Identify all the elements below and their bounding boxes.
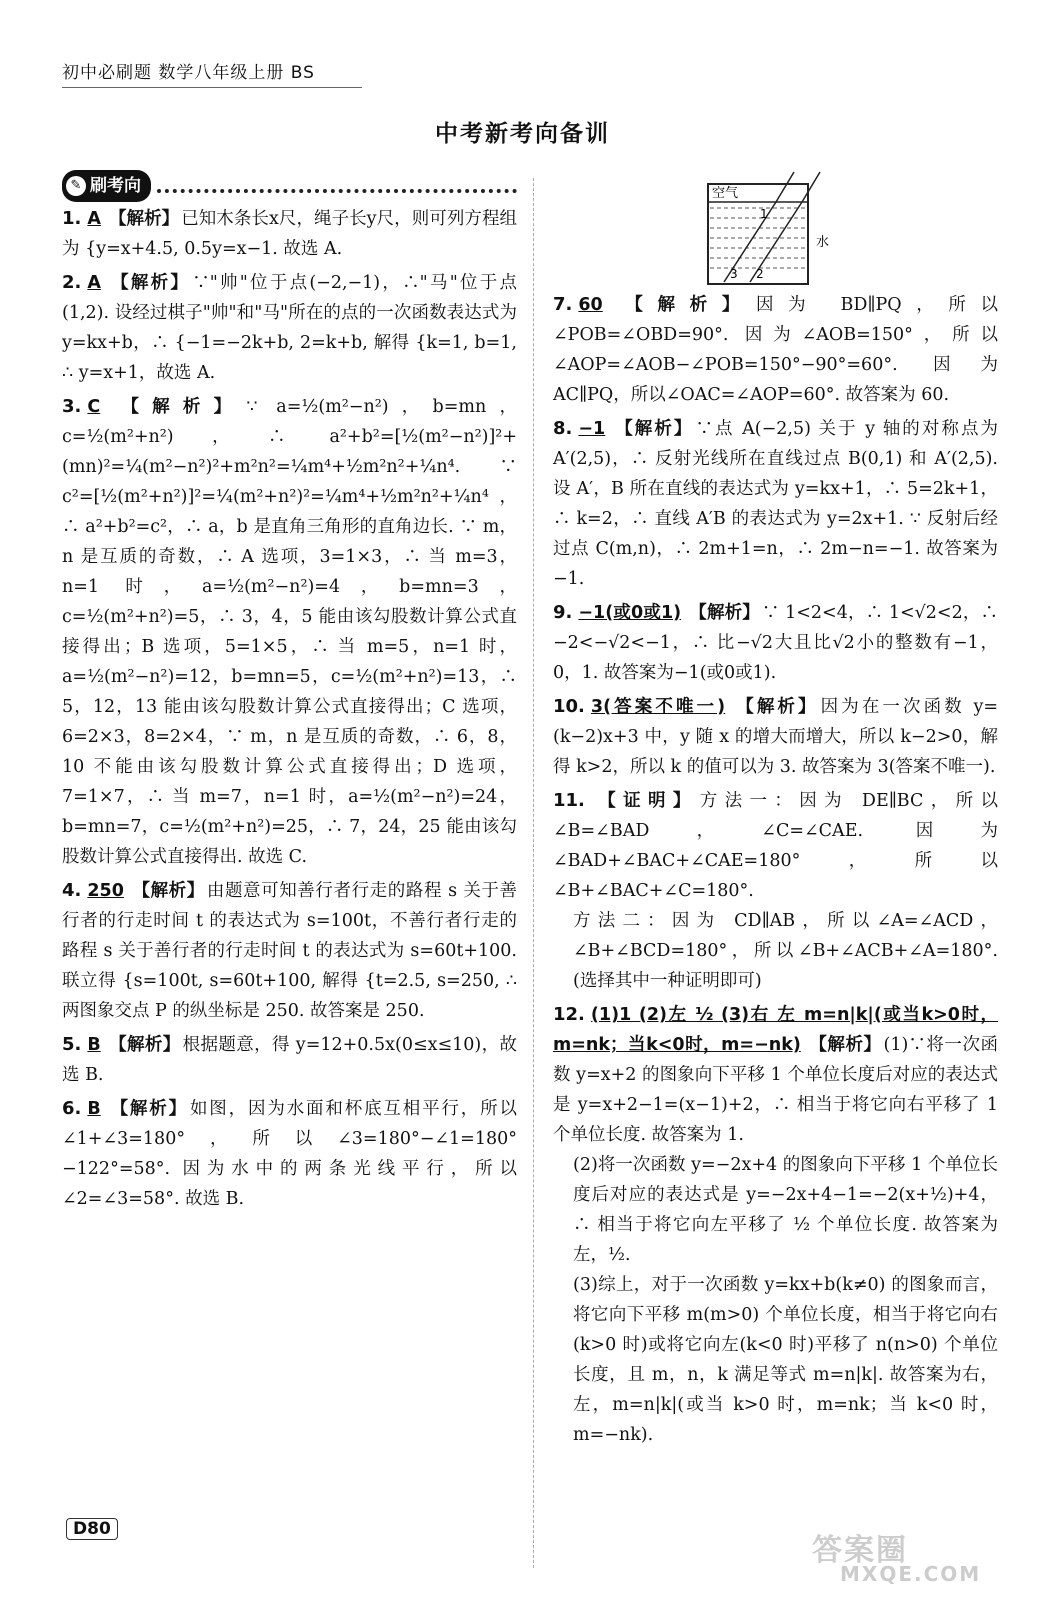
item-label: 【解析】 xyxy=(808,1035,882,1055)
page-number: D80 xyxy=(66,1518,118,1540)
item-text: 方法一：因为 DE∥BC，所以∠B=∠BAD，∠C=∠CAE. 因为∠BAD+∠BAC+∠CAE=180°，所以∠B+∠BAC+∠C=180°. xyxy=(553,791,998,901)
answer-item-6 xyxy=(62,1094,517,1214)
item-text: 根据题意，得 y=12+0.5x(0≤x≤10)，故选 B. xyxy=(62,1035,517,1085)
item-number: 6. xyxy=(62,1098,82,1119)
watermark: 答案圈 xyxy=(812,1533,908,1568)
column-divider xyxy=(533,178,534,1568)
item-text: (1)∵将一次函数 y=x+2 的图象向下平移 1 个单位长度后对应的表达式是 y=x+2−1=(x−1)+2，∴ 相当于将它向右平移了 1 个单位长度. 故答案为 1. xyxy=(553,1035,998,1145)
pencil-icon: ✎ xyxy=(66,176,86,196)
item-answer: C xyxy=(87,397,101,417)
item-text-2: 方法二：因为 CD∥AB，所以∠A=∠ACD，∠B+∠BCD=180°，所以∠B+∠ACB+∠A=180°. (选择其中一种证明即可) xyxy=(573,911,998,991)
item-text: ∵ 1<2<4，∴ 1<√2<2，∴ −2<−√2<−1，∴ 比−√2大且比√2小的整数有−1，0，1. 故答案为−1(或0或1). xyxy=(553,603,998,683)
item-number: 10. xyxy=(553,696,585,717)
refraction-diagram xyxy=(700,170,840,288)
light-ray-1-air xyxy=(776,172,794,202)
item-answer: B xyxy=(87,1099,101,1119)
answer-item-7 xyxy=(553,290,998,410)
item-number: 5. xyxy=(62,1034,82,1055)
item-text: 由题意可知善行者行走的路程 s 关于善行者的行走时间 t 的表达式为 s=100t，不善行者行走的路程 s 关于善行者的行走时间 t 的表达式为 s=60t+100. 联立得 {s=100t, s=60t+100, 解得 {t=2.5, s=250, ∴ 两图象交点 P 的纵坐标是 250. 故答案是 250. xyxy=(62,881,517,1021)
item-answer: B xyxy=(87,1035,101,1055)
item-text: 因为 BD∥PQ，所以∠POB=∠OBD=90°. 因为∠AOB=150°，所以∠AOP=∠AOB−∠POB=150°−90°=60°. 因为 AC∥PQ，所以∠OAC=∠AOP=60°. 故答案为 60. xyxy=(553,295,998,405)
item-label: 【解析】 xyxy=(108,273,191,293)
item-answer: −1 xyxy=(578,419,606,439)
answer-item-9 xyxy=(553,598,998,688)
answer-item-8 xyxy=(553,414,998,594)
item-answer: A xyxy=(87,273,101,293)
item-answer: 3(答案不唯一) xyxy=(590,697,726,717)
item-number: 3. xyxy=(62,396,82,417)
item-text: ∵点 A(−2,5) 关于 y 轴的对称点为 A′(2,5)，∴ 反射光线所在直线过点 B(0,1) 和 A′(2,5). 设 A′，B 所在直线的表达式为 y=kx+1，∴ 5=2k+1，∴ k=2，∴ 直线 A′B 的表达式为 y=2x+1. ∵ 反射后经过点 C(m,n)，∴ 2m+1=n，∴ 2m−n=−1. 故答案为−1. xyxy=(553,419,998,589)
right-column xyxy=(553,290,998,1454)
item-text: 因为在一次函数 y=(k−2)x+3 中，y 随 x 的增大而增大，所以 k−2>0，解得 k>2，所以 k 的值可以为 3. 故答案为 3(答案不唯一). xyxy=(553,697,998,777)
angle-1: 1 xyxy=(760,207,768,221)
answer-item-5 xyxy=(62,1030,517,1090)
answer-item-12 xyxy=(553,1000,998,1450)
section-tag xyxy=(62,170,517,202)
item-label: 【解析】 xyxy=(108,209,180,229)
item-label: 【解析】 xyxy=(613,419,694,439)
item-text-2: (2)将一次函数 y=−2x+4 的图象向下平移 1 个单位长度后对应的表达式是 y=−2x+4−1=−2(x+½)+4，∴ 相当于将它向左平移了 ½ 个单位长度. 故答案为左，½. xyxy=(573,1155,998,1265)
light-ray-2-air xyxy=(802,172,820,202)
answer-item-2 xyxy=(62,268,517,388)
answer-item-4 xyxy=(62,876,517,1026)
item-number: 8. xyxy=(553,418,573,439)
item-answer: 250 xyxy=(87,881,124,901)
item-label: 【解析】 xyxy=(108,1035,181,1055)
item-answer: (1)1 (2)左 ½ (3)右 左 m=n|k|(或当k>0时，m=nk；当k<0时，m=−nk) xyxy=(553,1005,998,1055)
item-text: 已知木条长x尺，绳子长y尺，则可列方程组为 {y=x+4.5, 0.5y=x−1. 故选 A. xyxy=(62,209,517,259)
item-number: 7. xyxy=(553,294,573,315)
label-water: 水 xyxy=(816,235,830,250)
angle-2: 2 xyxy=(756,267,764,281)
left-column xyxy=(62,170,517,1218)
item-number: 11. xyxy=(553,790,585,811)
item-number: 9. xyxy=(553,602,573,623)
item-label: 【解析】 xyxy=(733,697,819,717)
angle-3: 3 xyxy=(730,267,738,281)
item-label: 【解析】 xyxy=(108,1099,188,1119)
watermark-url: MXQE.COM xyxy=(840,1562,982,1586)
item-answer: 60 xyxy=(578,295,603,315)
answer-item-10 xyxy=(553,692,998,782)
item-label: 【证明】 xyxy=(590,791,698,811)
item-number: 1. xyxy=(62,208,82,229)
section-dots xyxy=(157,179,517,193)
answer-item-1 xyxy=(62,204,517,264)
item-answer: A xyxy=(87,209,101,229)
item-text: ∵ a=½(m²−n²)，b=mn，c=½(m²+n²)，∴ a²+b²=[½(m²−n²)]²+(mn)²=¼(m²−n²)²+m²n²=¼m⁴+½m²n²+¼n⁴. ∵ c²=[½(m²+n²)]²=¼(m²+n²)²=¼m⁴+½m²n²+¼n⁴，∴ a²+b²=c²，∴ a，b 是直角三角形的直角边长. ∵ m，n 是互质的奇数，∴ A 选项，3=1×3，∴ 当 m=3，n=1 时，a=½(m²−n²)=4，b=mn=3，c=½(m²+n²)=5，∴ 3，4，5 能由该勾股数计算公式直接得出；B 选项，5=1×5，∴ 当 m=5，n=1 时，a=½(m²−n²)=12，b=mn=5，c=½(m²+n²)=13，∴ 5，12，13 能由该勾股数计算公式直接得出；C 选项，6=2×3，8=2×4，∵ m，n 是互质的奇数，∴ 6，8，10 不能由该勾股数计算公式直接得出；D 选项，7=1×7，∴ 当 m=7，n=1 时，a=½(m²−n²)=24，b=mn=7，c=½(m²+n²)=25，∴ 7，24，25 能由该勾股数计算公式直接得出. 故选 C. xyxy=(62,397,517,867)
section-badge xyxy=(62,170,151,202)
item-label: 【解析】 xyxy=(131,881,205,901)
item-text: ∵"帅"位于点(−2,−1)，∴"马"位于点(1,2). 设经过棋子"帅"和"马"所在的点的一次函数表达式为 y=kx+b，∴ {−1=−2k+b, 2=k+b, 解得 {k=1, b=1, ∴ y=x+1，故选 A. xyxy=(62,273,518,383)
page-title: 中考新考向备训 xyxy=(435,121,610,147)
section-label: 刷考向 xyxy=(90,176,141,196)
item-text-3: (3)综上，对于一次函数 y=kx+b(k≠0) 的图象而言，将它向下平移 m(m>0) 个单位长度，相当于将它向右(k>0 时)或将它向左(k<0 时)平移了 n(n>0) 个单位长度，且 m，n，k 满足等式 m=n|k|. 故答案为右，左，m=n|k|(或当 k>0 时，m=nk；当 k<0 时，m=−nk). xyxy=(573,1275,998,1445)
item-number: 12. xyxy=(553,1004,585,1025)
item-answer: −1(或0或1) xyxy=(578,603,682,623)
running-header: 初中必刷题 数学八年级上册 BS xyxy=(62,58,362,88)
item-number: 4. xyxy=(62,880,82,901)
item-label: 【解析】 xyxy=(610,295,754,315)
item-label: 【解析】 xyxy=(108,397,245,417)
item-label: 【解析】 xyxy=(689,603,760,623)
item-text: 如图，因为水面和杯底互相平行，所以∠1+∠3=180°，所以∠3=180°−∠1=180°−122°=58°. 因为水中的两条光线平行，所以∠2=∠3=58°. 故选 B. xyxy=(62,1099,517,1209)
item-number: 2. xyxy=(62,272,82,293)
answer-item-11 xyxy=(553,786,998,996)
answer-item-3 xyxy=(62,392,517,872)
label-air: 空气 xyxy=(712,186,739,201)
